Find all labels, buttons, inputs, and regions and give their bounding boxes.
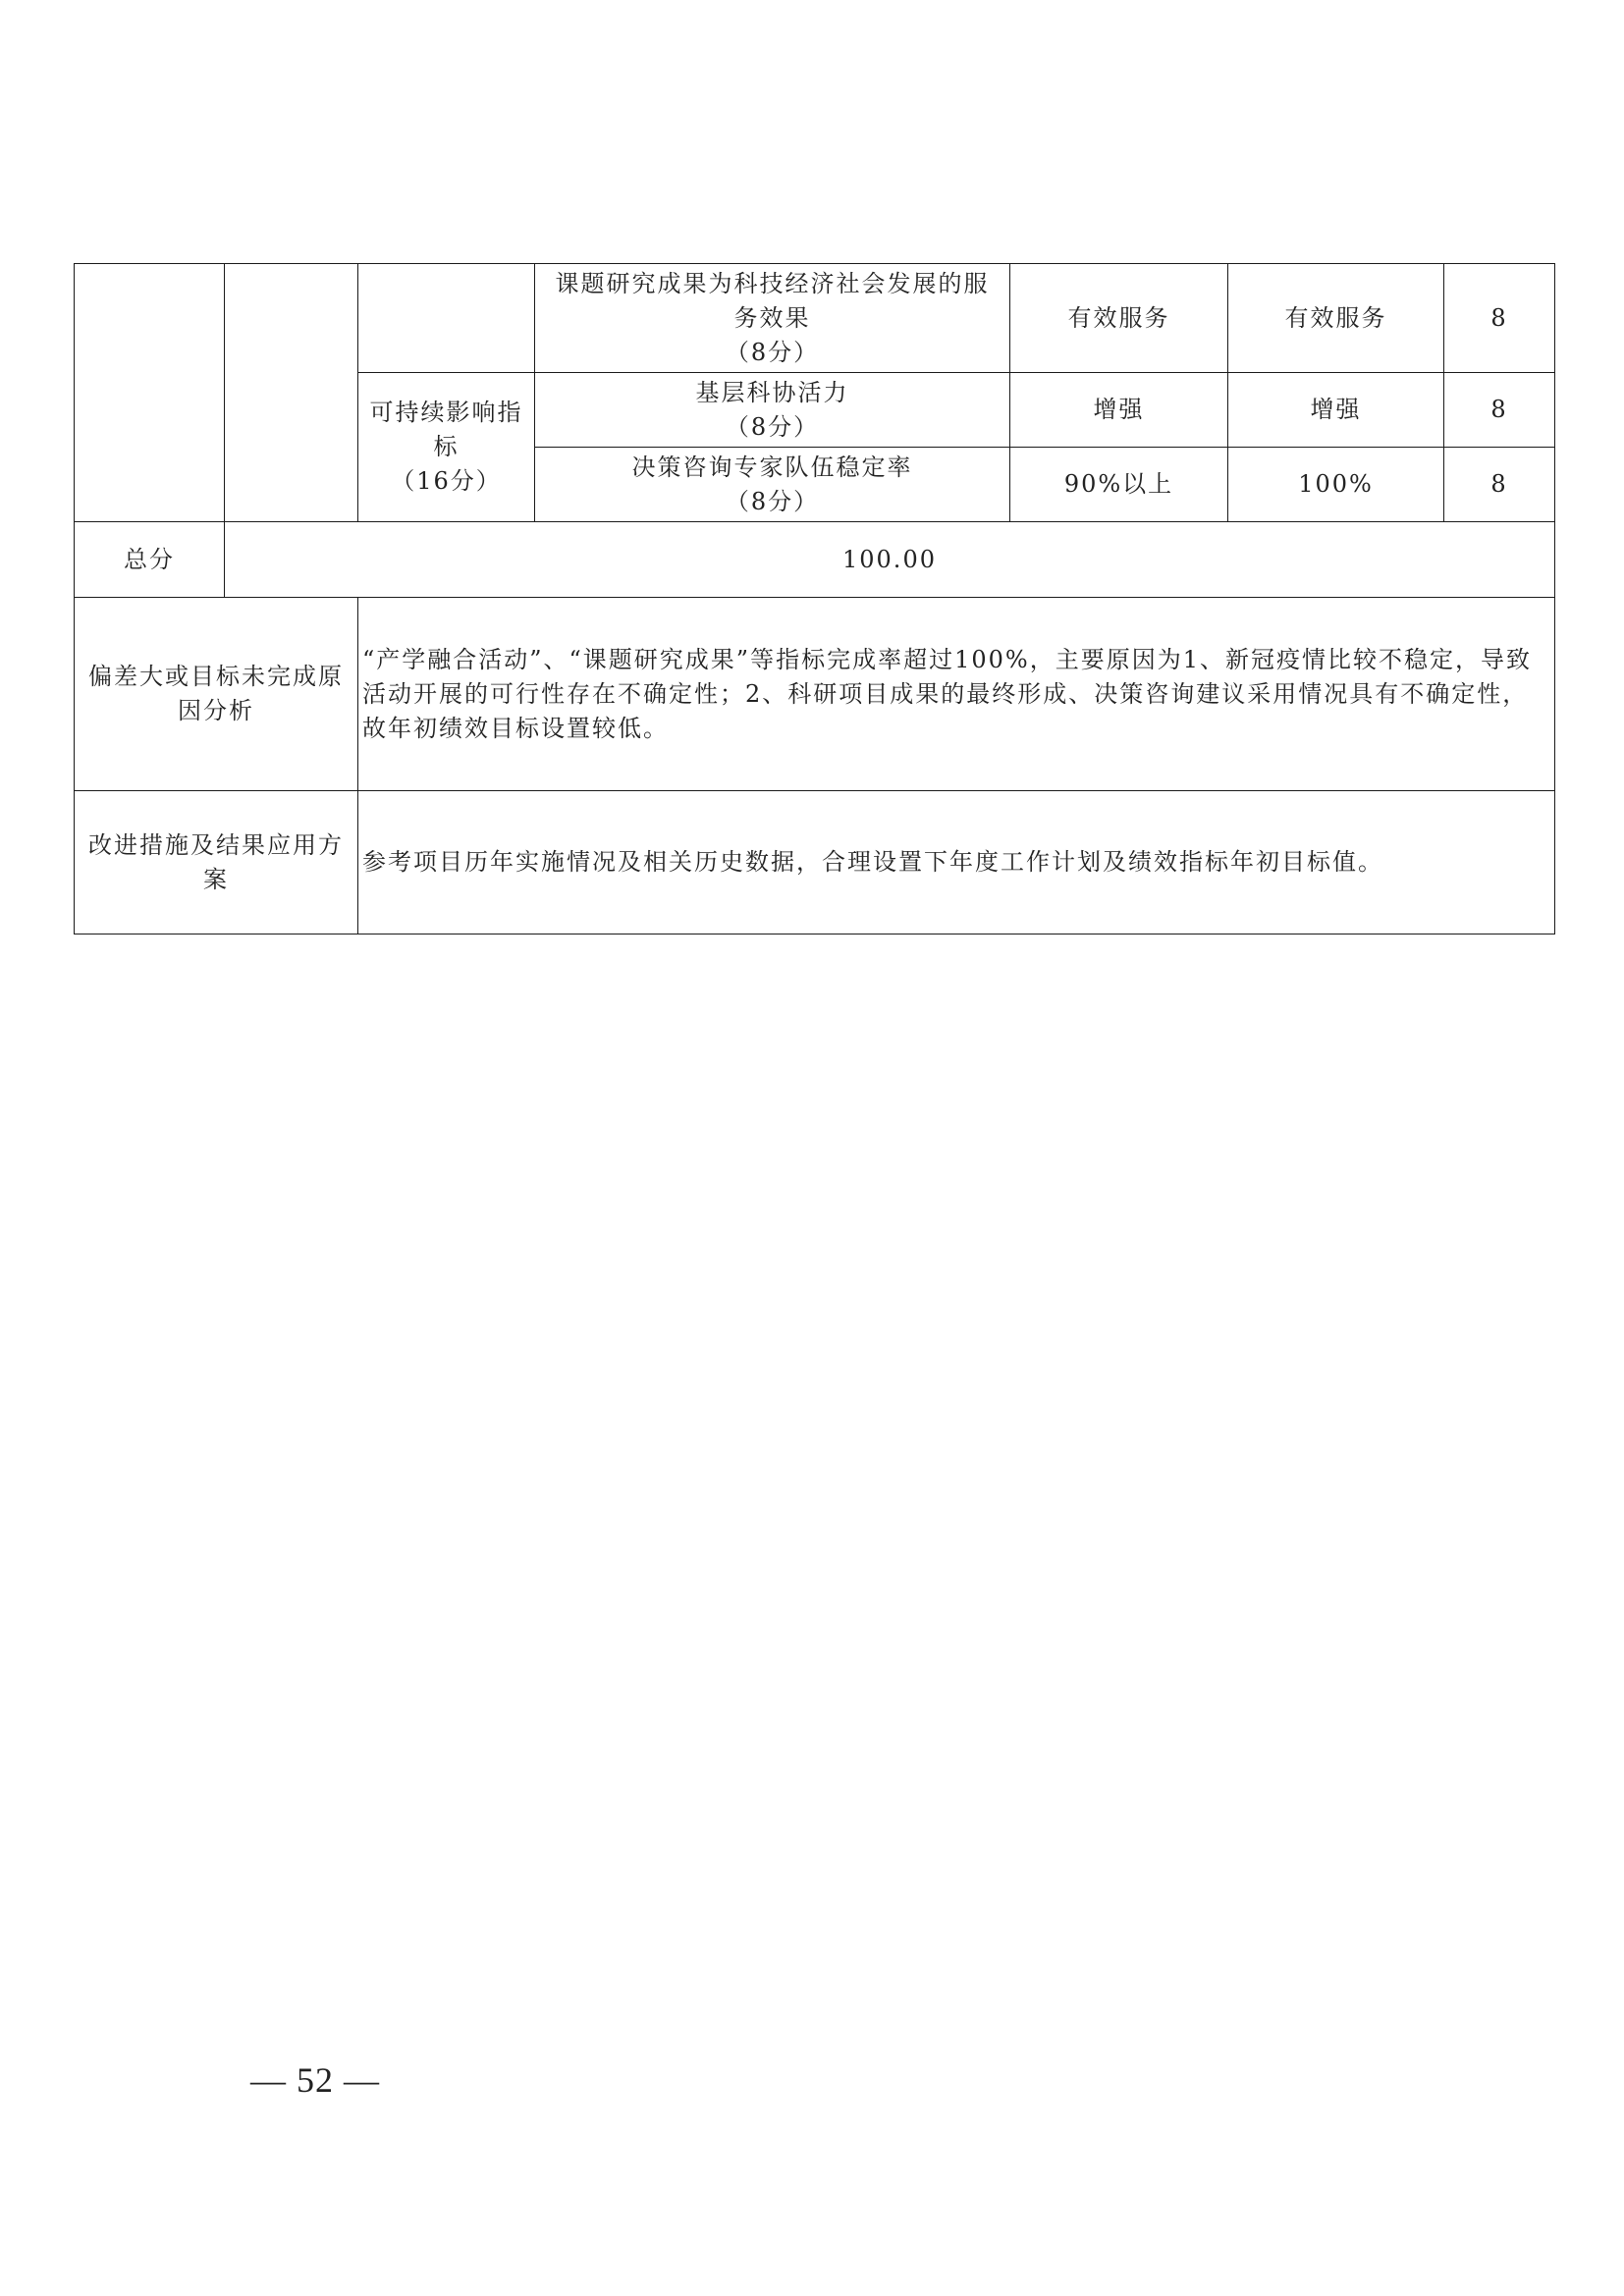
score-cell: 8	[1444, 448, 1555, 522]
indicator-cell: 课题研究成果为科技经济社会发展的服 务效果 （8分）	[535, 264, 1010, 373]
actual-value-cell: 增强	[1228, 373, 1444, 448]
total-label: 总分	[75, 522, 225, 598]
sustainable-impact-indicator-cell: 可持续影响指 标 （16分）	[358, 373, 535, 522]
performance-evaluation-table	[74, 263, 1555, 934]
actual-value-cell: 有效服务	[1228, 264, 1444, 373]
subcategory-level1-cell-empty	[225, 264, 358, 522]
subcategory-level2-cell-empty	[358, 264, 535, 373]
deviation-text: “产学融合活动”、“课题研究成果”等指标完成率超过100%，主要原因为1、新冠疫情比较不稳定，导致活动开展的可行性存在不确定性；2、科研项目成果的最终形成、决策咨询建议采用情况具有不确定性，故年初绩效目标设置较低。	[358, 598, 1555, 791]
deviation-label: 偏差大或目标未完成原因分析	[75, 598, 358, 791]
target-value-cell: 有效服务	[1010, 264, 1228, 373]
improvement-text: 参考项目历年实施情况及相关历史数据，合理设置下年度工作计划及绩效指标年初目标值。	[358, 791, 1555, 934]
deviation-analysis-row	[75, 598, 1555, 791]
actual-value-cell: 100%	[1228, 448, 1444, 522]
indicator-cell: 基层科协活力 （8分）	[535, 373, 1010, 448]
score-cell: 8	[1444, 264, 1555, 373]
indicator-cell: 决策咨询专家队伍稳定率 （8分）	[535, 448, 1010, 522]
improvement-measures-row	[75, 791, 1555, 934]
target-value-cell: 90%以上	[1010, 448, 1228, 522]
target-value-cell: 增强	[1010, 373, 1228, 448]
total-row	[75, 522, 1555, 598]
score-cell: 8	[1444, 373, 1555, 448]
category-cell-empty	[75, 264, 225, 522]
page-number: — 52 —	[250, 2060, 380, 2100]
total-value: 100.00	[225, 522, 1555, 598]
table-row	[75, 264, 1555, 373]
improvement-label: 改进措施及结果应用方案	[75, 791, 358, 934]
